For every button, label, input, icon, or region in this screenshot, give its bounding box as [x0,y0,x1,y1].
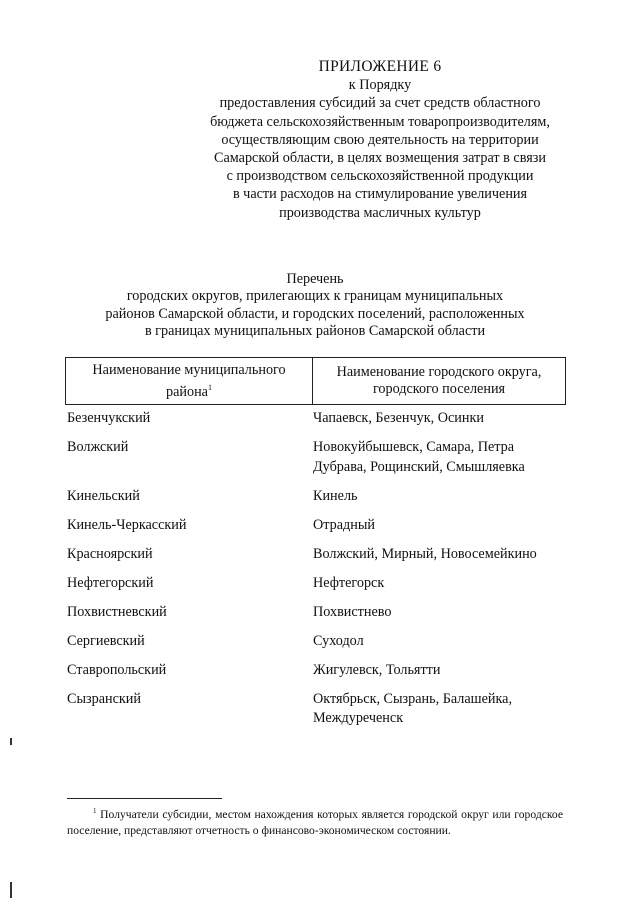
column-header-text: городского поселения [372,381,506,397]
table-row [67,574,567,594]
column-header-text: Наименование городского округа, [336,364,542,380]
appendix-line: к Порядку [348,77,412,94]
settlement-line: Новокуйбышевск, Самара, Петра [313,439,515,455]
settlement-line: Отрадный [313,516,375,533]
settlement-cell [313,516,567,536]
district-cell: Сызранский [67,690,141,707]
table-row [67,545,567,565]
district-cell: Безенчукский [67,410,151,426]
footnote-text: Получатели субсидии, местом нахождения которых является городской округ или городское поселение, представляют отчетность о финансово-экономическом состоянии. [67,808,563,837]
district-cell: Нефтегорский [67,574,154,591]
list-title-line: в границах муниципальных районов Самарской области [144,323,486,340]
settlement-cell [313,487,567,507]
column-header-text: района [166,383,208,400]
district-cell: Ставропольский [67,661,167,678]
list-title-line: районов Самарской области, и городских поселений, расположенных [105,305,525,322]
appendix-line: с производством сельскохозяйственной продукции [226,168,534,185]
footnote [67,804,563,838]
appendix-line: в части расходов на стимулирование увеличения [232,186,528,203]
list-title-line: городских округов, прилегающих к границам муниципальных [126,288,504,305]
margin-mark [10,882,12,898]
table-row [67,409,567,429]
settlement-cell [313,545,567,565]
appendix-line: предоставления субсидий за счет средств областного [219,95,541,112]
settlement-line: Октябрьск, Сызрань, Балашейка, [313,690,512,707]
district-cell: Кинель-Черкасский [67,516,187,533]
settlement-line: Кинель [313,487,358,504]
footnote-divider [67,798,222,799]
list-heading: Перечень [286,271,344,287]
settlement-line: Волжский, Мирный, Новосемейкино [313,545,537,562]
settlement-cell [313,438,567,477]
settlement-line: Нефтегорск [313,574,385,591]
settlement-line: Междуреченск [313,710,404,726]
settlement-line: Чапаевск, Безенчук, Осинки [313,410,484,426]
appendix-line: Самарской области, в целях возмещения затрат в связи [214,150,546,167]
settlement-line: Дубрава, Рощинский, Смышляевка [313,458,525,475]
table-row [67,632,567,652]
column-header-district [66,358,313,404]
settlement-cell [313,409,567,429]
table-row [67,661,567,681]
settlement-line: Похвистнево [313,603,392,620]
column-header-settlement [313,358,565,404]
table-row [67,690,567,729]
settlement-cell [313,603,567,623]
table-body [67,409,567,738]
settlement-line: Жигулевск, Тольятти [313,661,441,678]
settlement-cell [313,632,567,652]
list-title [70,271,560,341]
appendix-line: осуществляющим свою деятельность на территории [221,131,539,148]
appendix-line: производства масличных культур [279,204,481,221]
district-cell: Похвистневский [67,603,167,620]
table-row [67,603,567,623]
footnote-marker: 1 [93,807,97,815]
appendix-line: бюджета сельскохозяйственным товаропроизводителям, [210,113,550,130]
appendix-heading: ПРИЛОЖЕНИЕ 6 [318,58,442,75]
district-cell: Кинельский [67,487,140,504]
settlement-line: Суходол [313,632,364,649]
table-row [67,438,567,477]
district-cell: Красноярский [67,545,153,562]
district-cell: Сергиевский [67,632,145,649]
table-header [65,357,566,405]
column-header-text: Наименование муниципального [92,361,286,378]
appendix-block [190,58,570,222]
settlement-cell [313,661,567,681]
district-cell: Волжский [67,439,129,455]
settlement-cell [313,574,567,594]
settlement-cell [313,690,567,729]
table-row [67,487,567,507]
margin-mark [10,738,12,745]
table-row [67,516,567,536]
footnote-ref: 1 [207,382,212,392]
